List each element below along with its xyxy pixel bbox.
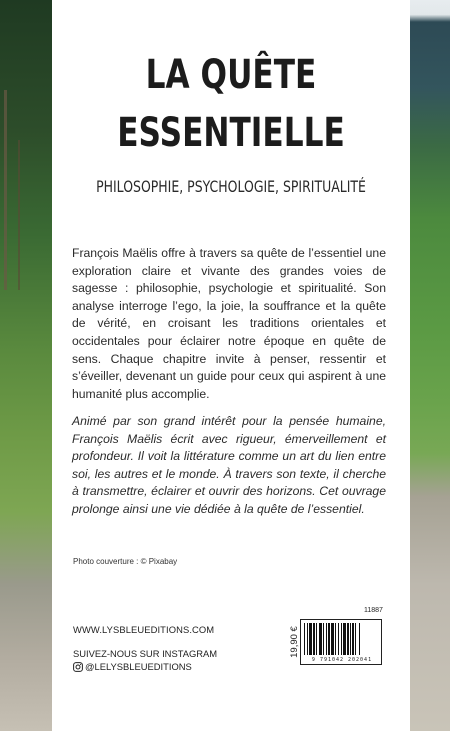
cover-photo-right [410,0,450,731]
instagram-label: SUIVEZ-NOUS SUR INSTAGRAM [73,648,218,659]
barcode-bar [347,623,349,655]
barcode-bar [309,623,312,655]
book-title-line1: LA QUÊTE [145,52,317,98]
cover-photo-left [0,0,52,731]
barcode-bar [326,623,327,655]
publisher-website[interactable]: WWW.LYSBLEUEDITIONS.COM [73,624,215,635]
book-title-line2: ESSENTIELLE [117,110,345,156]
photo-credit: Photo couverture : © Pixabay [73,557,178,566]
barcode-bar [319,623,322,655]
price-label: 19,90 € [289,626,300,658]
barcode-bar [307,623,308,655]
barcode-bar [355,623,356,655]
isbn-barcode [300,619,382,665]
summary-paragraph: François Maëlis offre à travers sa quête de l’essentiel une exploration claire et vivante des grandes voies de sagesse : philosophie, psychologie et spiritualité. Son analyse interroge l’ego, la joie, la souffrance et la quête de vérité, en croisant les traditions orientales et occidentales pour éclairer notre époque en quête de sens. Chaque chapitre invite à penser, ressentir et s’éveiller, devenant un guide pour ceux qui aspirent à une humanité plus accomplie. [72,246,386,401]
barcode-bar [338,623,339,655]
back-cover-panel [52,0,410,731]
barcode-bar [343,623,346,655]
instagram-handle-row[interactable] [73,661,192,672]
instagram-icon [73,662,83,672]
barcode-bar [328,623,330,655]
barcode-bar [352,623,354,655]
author-paragraph: Animé par son grand intérêt pour la pensée humaine, François Maëlis écrit avec rigueur, émerveillement et profondeur. Il voit la littérature comme un art du lien entre soi, les autres et le monde. À travers son texte, il cherche à transmettre, éclairer et ouvrir des horizons. Cet ouvrage prolonge ainsi une vie dédiée à la quête de l’essentiel. [72,414,386,516]
barcode-bar [313,623,315,655]
barcode-bar [341,623,342,655]
instagram-handle: @LELYSBLEUEDITIONS [85,661,192,672]
barcode-bar [350,623,351,655]
barcode-bar [323,623,324,655]
barcode-bar [304,623,305,655]
isbn-number: 9 791042 202041 [311,657,373,663]
barcode-bar [316,623,317,655]
barcode-bar [331,623,334,655]
book-subtitle: PHILOSOPHIE, PSYCHOLOGIE, SPIRITUALITÉ [96,177,366,196]
product-code: 11887 [364,607,383,614]
barcode-bar [359,623,360,655]
barcode-bar [335,623,336,655]
